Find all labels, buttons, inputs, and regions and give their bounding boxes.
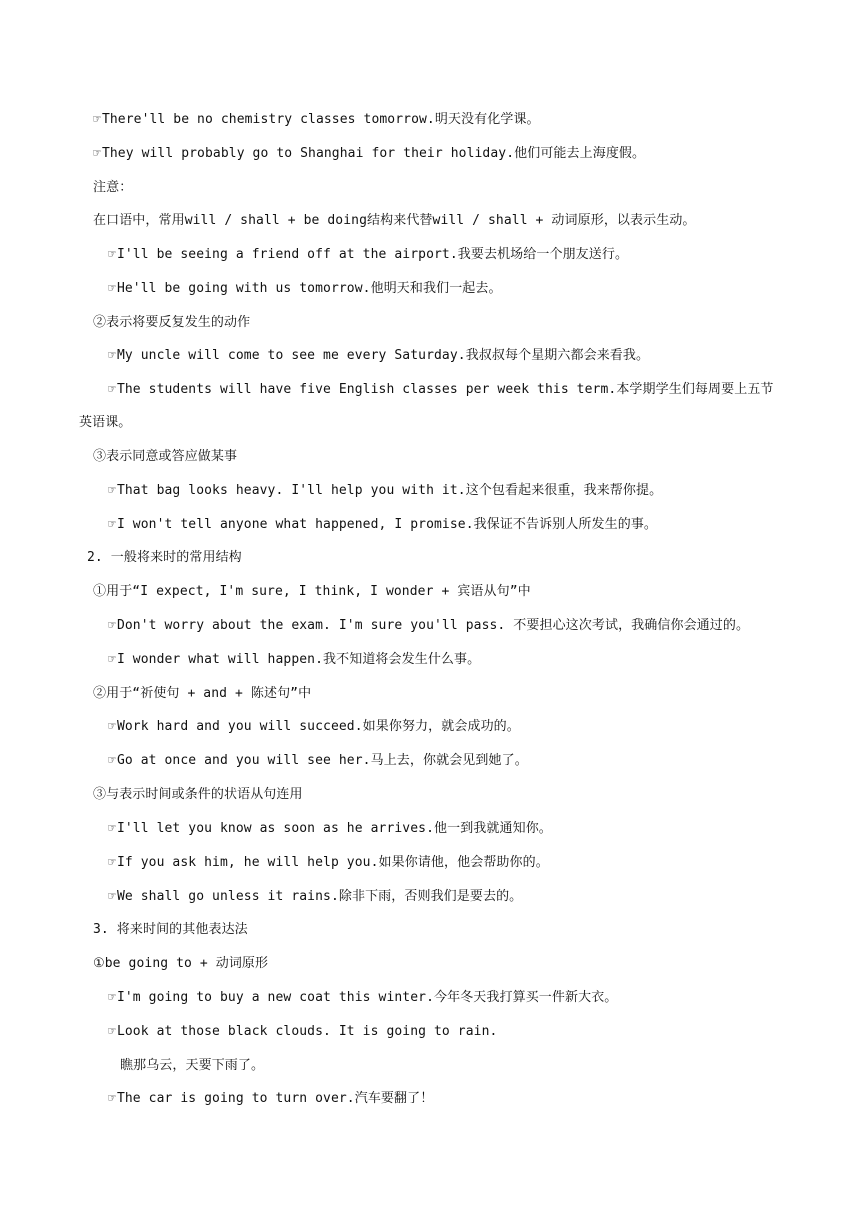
subheading: ③表示同意或答应做某事 xyxy=(93,449,238,464)
pointing-hand-icon: ☞ xyxy=(108,382,116,397)
example-line: ☞That bag looks heavy. I'll help you with it.这个包看起来很重，我来帮你提。 xyxy=(108,483,663,498)
example-line: ☞I won't tell anyone what happened, I promise.我保证不告诉别人所发生的事。 xyxy=(108,517,658,532)
section-heading: 2. 一般将来时的常用结构 xyxy=(87,550,242,565)
pointing-hand-icon: ☞ xyxy=(108,889,116,904)
pointing-hand-icon: ☞ xyxy=(108,719,116,734)
example-line: ☞Go at once and you will see her.马上去，你就会见到她了。 xyxy=(108,753,528,768)
example-line: ☞I'm going to buy a new coat this winter.今年冬天我打算买一件新大衣。 xyxy=(108,990,618,1005)
example-line: ☞The car is going to turn over.汽车要翻了！ xyxy=(108,1091,434,1106)
example-line: ☞Look at those black clouds. It is going to rain. xyxy=(108,1024,498,1039)
example-line: ☞I wonder what will happen.我不知道将会发生什么事。 xyxy=(108,652,481,667)
pointing-hand-icon: ☞ xyxy=(108,652,116,667)
subheading: ①be going to + 动词原形 xyxy=(93,956,269,971)
pointing-hand-icon: ☞ xyxy=(108,483,116,498)
example-line: ☞He'll be going with us tomorrow.他明天和我们一起去。 xyxy=(108,281,502,296)
subheading: ②用于“祈使句 + and + 陈述句”中 xyxy=(93,686,312,701)
subheading: ①用于“I expect, I'm sure, I think, I wonder + 宾语从句”中 xyxy=(93,584,531,599)
example-line: ☞There'll be no chemistry classes tomorrow.明天没有化学课。 xyxy=(93,112,540,127)
example-translation: 瞧那乌云，天要下雨了。 xyxy=(120,1058,265,1073)
example-line: ☞If you ask him, he will help you.如果你请他，他会帮助你的。 xyxy=(108,855,549,870)
subheading: ③与表示时间或条件的状语从句连用 xyxy=(93,787,303,802)
example-line: ☞They will probably go to Shanghai for their holiday.他们可能去上海度假。 xyxy=(93,146,646,161)
example-continuation: 英语课。 xyxy=(79,415,132,430)
example-line: ☞My uncle will come to see me every Saturday.我叔叔每个星期六都会来看我。 xyxy=(108,348,650,363)
pointing-hand-icon: ☞ xyxy=(108,1024,116,1039)
pointing-hand-icon: ☞ xyxy=(108,517,116,532)
example-line: ☞Work hard and you will succeed.如果你努力，就会成功的。 xyxy=(108,719,520,734)
pointing-hand-icon: ☞ xyxy=(93,112,101,127)
pointing-hand-icon: ☞ xyxy=(108,855,116,870)
pointing-hand-icon: ☞ xyxy=(108,990,116,1005)
example-line: ☞Don't worry about the exam. I'm sure you'll pass. 不要担心这次考试，我确信你会通过的。 xyxy=(108,618,750,633)
pointing-hand-icon: ☞ xyxy=(108,348,116,363)
pointing-hand-icon: ☞ xyxy=(108,821,116,836)
pointing-hand-icon: ☞ xyxy=(108,1091,116,1106)
example-line: ☞The students will have five English classes per week this term.本学期学生们每周要上五节 xyxy=(108,382,774,397)
note-label: 注意： xyxy=(93,180,133,195)
pointing-hand-icon: ☞ xyxy=(108,281,116,296)
pointing-hand-icon: ☞ xyxy=(108,753,116,768)
subheading: ②表示将要反复发生的动作 xyxy=(93,315,251,330)
example-line: ☞I'll be seeing a friend off at the airport.我要去机场给一个朋友送行。 xyxy=(108,247,629,262)
pointing-hand-icon: ☞ xyxy=(93,146,101,161)
pointing-hand-icon: ☞ xyxy=(108,247,116,262)
example-line: ☞We shall go unless it rains.除非下雨，否则我们是要去的。 xyxy=(108,889,523,904)
note-text: 在口语中，常用will / shall + be doing结构来代替will / shall + 动词原形，以表示生动。 xyxy=(93,213,696,228)
pointing-hand-icon: ☞ xyxy=(108,618,116,633)
section-heading: 3. 将来时间的其他表达法 xyxy=(93,922,248,937)
example-line: ☞I'll let you know as soon as he arrives.他一到我就通知你。 xyxy=(108,821,552,836)
